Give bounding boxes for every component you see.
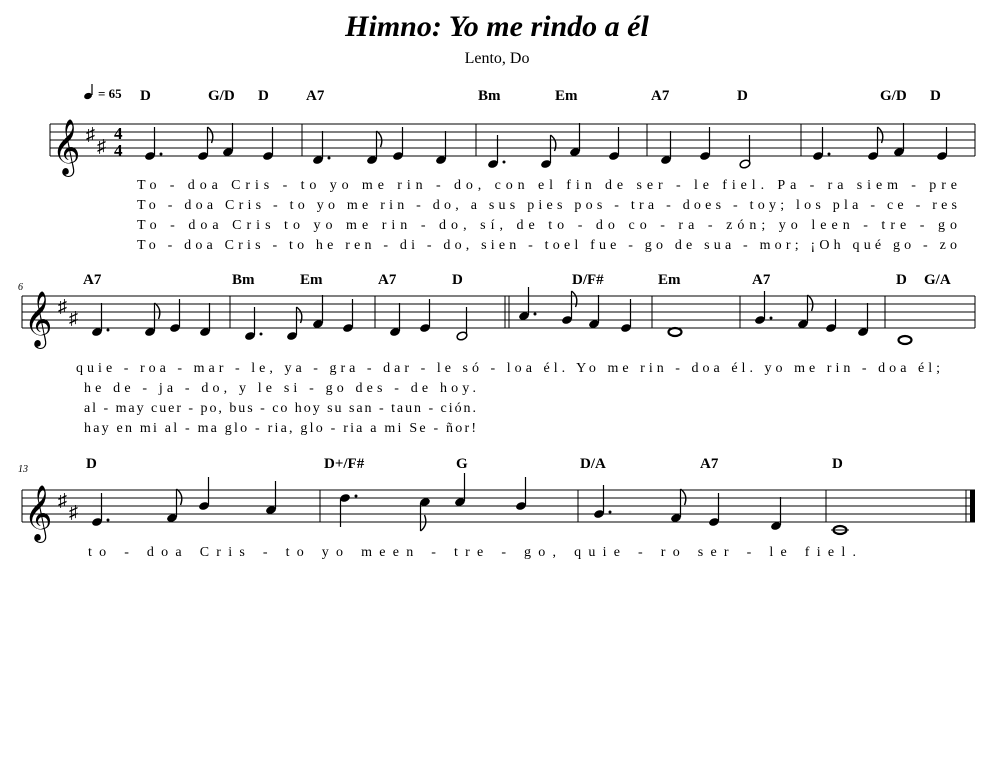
lyrics-system-1 — [137, 178, 957, 253]
staff-system-3 — [18, 456, 975, 560]
chord-symbol: D — [737, 88, 748, 104]
chord-symbol: G/D — [208, 88, 235, 104]
chord-symbol: A7 — [651, 88, 670, 104]
chord-symbol: D — [140, 88, 151, 104]
key-signature-sharp-f: ♯ — [58, 490, 67, 510]
treble-clef-icon: 𝄞 — [52, 121, 81, 174]
chord-symbol: A7 — [378, 272, 397, 288]
lyric-line-1: To - doa Cris - to yo me rin - do, con el fin de ser - le fiel. Pa - ra siem - pre — [137, 178, 957, 193]
treble-clef-icon: 𝄞 — [24, 487, 53, 540]
chord-symbol: Em — [300, 272, 323, 288]
lyrics-system-2 — [76, 361, 940, 436]
measure-number: 6 — [18, 282, 23, 293]
treble-clef-icon: 𝄞 — [24, 293, 53, 346]
chord-symbol: D — [896, 272, 907, 288]
key-signature-sharp-c: ♯ — [69, 308, 78, 328]
notes-system-3 — [91, 473, 849, 534]
lyric-line-3: al - may cuer - po, bus - co hoy su san - taun - ción. — [84, 401, 477, 416]
chord-symbol: D — [832, 456, 843, 472]
chord-symbol: D — [258, 88, 269, 104]
lyric-line-3: To - doa Cris to yo me rin - do, sí, de to - do co - ra - zón; yo leen - tre - go — [137, 218, 957, 233]
chord-symbol: A7 — [83, 272, 102, 288]
chord-symbol: A7 — [306, 88, 325, 104]
chord-symbol: G — [456, 456, 468, 472]
lyric-line-1: quie - roa - mar - le, ya - gra - dar - le só - loa él. Yo me rin - doa él. yo me rin - doa él; — [76, 361, 941, 376]
lyric-line-4: To - doa Cris - to he ren - di - do, sien - toel fue - go de sua - mor; ¡Oh qué go - zo — [137, 238, 957, 253]
lyric-line-2: he de - ja - do, y le si - go des - de hoy. — [84, 381, 476, 396]
key-signature-sharp-c: ♯ — [69, 502, 78, 522]
lyric-line-4: hay en mi al - ma glo - ria, glo - ria a mi Se - ñor! — [84, 421, 477, 436]
tempo-text: = 65 — [98, 86, 122, 101]
page-subtitle: Lento, Do — [464, 50, 530, 67]
key-signature-sharp-c: ♯ — [97, 136, 106, 156]
chord-symbol: D/F# — [572, 272, 604, 288]
chord-symbol: A7 — [700, 456, 719, 472]
key-signature-sharp-f: ♯ — [86, 124, 95, 144]
chord-symbol: A7 — [752, 272, 771, 288]
lyric-line-2: To - doa Cris - to yo me rin - do, a sus pies pos - tra - does - toy; los pla - ce - res — [137, 198, 957, 213]
staff-system-1 — [50, 84, 975, 253]
final-barline — [970, 490, 975, 522]
tempo-marking — [83, 84, 122, 101]
time-signature-top: 4 — [114, 124, 123, 143]
lyric-line-1: to - doa Cris - to yo meen - tre - go, quie - ro ser - le fiel. — [88, 545, 856, 560]
chord-symbol: D — [86, 456, 97, 472]
chord-symbol: D — [930, 88, 941, 104]
key-signature-sharp-f: ♯ — [58, 296, 67, 316]
notes-system-1 — [144, 123, 948, 169]
staff-system-2 — [18, 272, 975, 436]
chord-symbol: D — [452, 272, 463, 288]
chord-symbol: G/D — [880, 88, 907, 104]
time-signature-bottom: 4 — [114, 141, 123, 160]
chord-symbol: Em — [658, 272, 681, 288]
chord-symbol: G/A — [924, 272, 951, 288]
page-title: Himno: Yo me rindo a él — [345, 10, 649, 43]
measure-number: 13 — [18, 464, 28, 475]
lyrics-system-3 — [88, 545, 856, 560]
chord-symbol: Bm — [232, 272, 255, 288]
chord-symbol: Em — [555, 88, 578, 104]
chord-symbol: D+/F# — [324, 456, 365, 472]
chord-symbol: Bm — [478, 88, 501, 104]
chord-symbol: D/A — [580, 456, 606, 472]
